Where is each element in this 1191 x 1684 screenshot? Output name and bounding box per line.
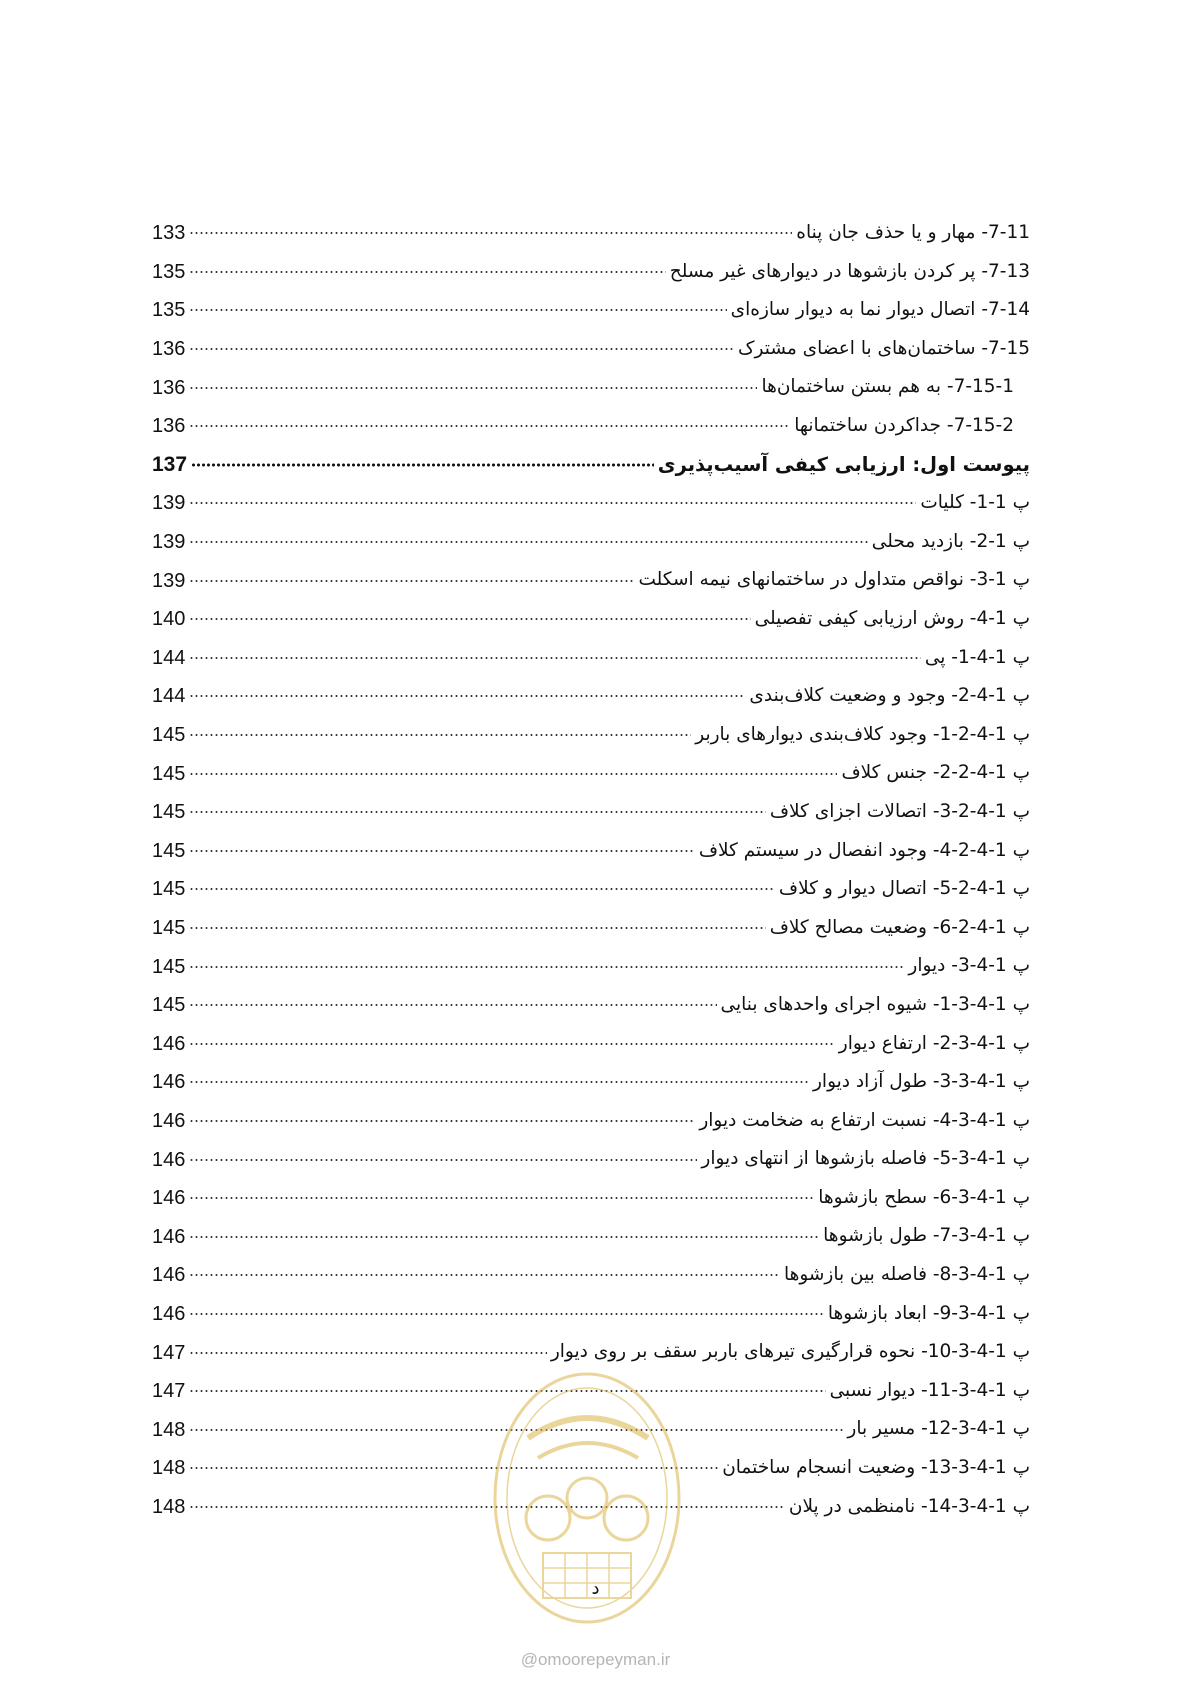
toc-entry [152, 639, 1030, 678]
dot-leader [189, 1193, 814, 1203]
page-number: د [591, 1578, 600, 1599]
toc-entry-page: 145 [152, 916, 186, 939]
toc-entry [152, 253, 1030, 292]
toc-entry [152, 291, 1030, 330]
toc-entry-page: 145 [152, 762, 186, 785]
toc-entry-page: 146 [152, 1109, 186, 1132]
toc-entry [152, 484, 1030, 523]
toc-entry-page: 148 [152, 1418, 186, 1441]
toc-entry-page: 146 [152, 1187, 186, 1210]
toc-entry-page: 139 [152, 569, 186, 592]
toc-entry-page: 145 [152, 878, 186, 901]
dot-leader [189, 576, 634, 586]
toc-entry [152, 1256, 1030, 1295]
toc-entry [152, 523, 1030, 562]
watermark-seal [488, 1368, 686, 1628]
toc-entry-title: پ 1-4-2- وجود و وضعیت کلاف‌بندی [749, 685, 1030, 707]
toc-entry-title: 7-11- مهار و یا حذف جان پناه [796, 222, 1030, 244]
toc-entry [152, 1179, 1030, 1218]
dot-leader [189, 344, 734, 354]
toc-entry [152, 561, 1030, 600]
toc-entry [152, 1140, 1030, 1179]
toc-entry-title: پ 1-4- روش ارزیابی کیفی تفصیلی [754, 607, 1030, 629]
toc-entry-title: پ 1-4-3- دیوار [908, 955, 1030, 977]
dot-leader [189, 421, 790, 431]
toc-entry-title: پ 1-4-3-3- طول آزاد دیوار [813, 1071, 1030, 1093]
toc-entry-page: 146 [152, 1148, 186, 1171]
toc-entry-title: پ 1-4-3-1- شیوه اجرای واحدهای بنایی [720, 993, 1030, 1015]
toc-entry-title: پ 1-4-3-11- دیوار نسبی [829, 1379, 1030, 1401]
toc-entry-page: 139 [152, 531, 186, 554]
dot-leader [189, 1348, 546, 1358]
toc-entry-page: 146 [152, 1225, 186, 1248]
toc-entry [152, 832, 1030, 871]
toc-entry-page: 145 [152, 801, 186, 824]
dot-leader [189, 1000, 716, 1010]
toc-entry-page: 146 [152, 1302, 186, 1325]
toc-entry-page: 136 [152, 338, 186, 361]
toc-entry-page: 139 [152, 492, 186, 515]
toc-entry-page: 133 [152, 222, 186, 245]
toc-entry [152, 716, 1030, 755]
toc-entry [152, 368, 1030, 407]
toc-entry [152, 600, 1030, 639]
toc-entry-title: 7-13- پر کردن بازشوها در دیوارهای غیر مسلح [669, 260, 1030, 282]
dot-leader [189, 228, 792, 238]
toc-entry-page: 135 [152, 260, 186, 283]
toc-entry [152, 1333, 1030, 1372]
toc-entry-title: پ 1-4-2-5- اتصال دیوار و کلاف [778, 878, 1030, 900]
toc-entry-title: پ 1-4-3-7- طول بازشوها [823, 1225, 1030, 1247]
watermark-url: @omoorepeyman.ir [520, 1650, 671, 1669]
dot-leader [189, 498, 916, 508]
table-of-contents [152, 214, 1030, 1526]
toc-entry-page: 145 [152, 955, 186, 978]
toc-entry-title: پ 1-4-2-2- جنس کلاف [841, 762, 1030, 784]
dot-leader [189, 1116, 695, 1126]
toc-entry-page: 145 [152, 839, 186, 862]
dot-leader [189, 691, 745, 701]
dot-leader [189, 769, 837, 779]
toc-entry [152, 947, 1030, 986]
toc-entry-page: 140 [152, 608, 186, 631]
toc-entry-page: 148 [152, 1457, 186, 1480]
toc-entry-page: 136 [152, 415, 186, 438]
dot-leader [189, 884, 775, 894]
toc-entry-page: 135 [152, 299, 186, 322]
dot-leader [189, 807, 765, 817]
toc-entry-page: 144 [152, 685, 186, 708]
toc-entry-title: پ 1-3- نواقص متداول در ساختمانهای نیمه اسکلت [638, 569, 1030, 591]
toc-entry-title: پ 1-2- بازدید محلی [871, 530, 1030, 552]
toc-entry-title: پ 1-4-3-12- مسیر بار [847, 1418, 1030, 1440]
dot-leader [189, 267, 665, 277]
toc-entry [152, 1063, 1030, 1102]
toc-entry [152, 1217, 1030, 1256]
toc-entry-title: پیوست اول: ارزیابی کیفی آسیب‌پذیری [657, 453, 1030, 477]
toc-entry [152, 330, 1030, 369]
dot-leader [189, 537, 867, 547]
toc-entry [152, 1295, 1030, 1334]
dot-leader [189, 1270, 780, 1280]
toc-entry-page: 146 [152, 1032, 186, 1055]
toc-entry [152, 407, 1030, 446]
toc-entry-page: 137 [152, 453, 188, 477]
dot-leader [189, 846, 694, 856]
toc-entry [152, 1102, 1030, 1141]
toc-entry [152, 870, 1030, 909]
toc-entry-title: پ 1-4-2-1- وجود کلاف‌بندی دیوارهای باربر [695, 723, 1030, 745]
toc-entry-title: 7-15-1- به هم بستن ساختمان‌ها [761, 376, 1014, 398]
dot-leader [189, 1232, 819, 1242]
toc-entry-title: پ 1-4-3-5- فاصله بازشوها از انتهای دیوار [701, 1148, 1030, 1170]
dot-leader [189, 614, 750, 624]
toc-entry-page: 146 [152, 1264, 186, 1287]
toc-entry [152, 1024, 1030, 1063]
dot-leader [189, 1077, 809, 1087]
toc-entry-title: پ 1-4-3-4- نسبت ارتفاع به ضخامت دیوار [699, 1109, 1030, 1131]
dot-leader [189, 1309, 823, 1319]
dot-leader [191, 460, 654, 470]
dot-leader [189, 653, 920, 663]
toc-entry-title: پ 1-4-1- پی [924, 646, 1030, 668]
toc-entry-title: پ 1-4-3-2- ارتفاع دیوار [838, 1032, 1030, 1054]
toc-entry-title: 7-15- ساختمان‌های با اعضای مشترک [737, 337, 1030, 359]
toc-entry-title: پ 1-4-3-10- نحوه قرارگیری تیرهای باربر سقف بر روی دیوار [550, 1341, 1030, 1363]
toc-entry [152, 909, 1030, 948]
dot-leader [189, 923, 765, 933]
toc-entry-title: پ 1-4-3-9- ابعاد بازشوها [827, 1302, 1030, 1324]
dot-leader [189, 305, 726, 315]
toc-entry-title: پ 1-4-2-4- وجود انفصال در سیستم کلاف [698, 839, 1030, 861]
dot-leader [189, 730, 691, 740]
dot-leader [189, 383, 757, 393]
toc-entry-title: پ 1-1- کلیات [920, 492, 1030, 514]
toc-entry-page: 147 [152, 1341, 186, 1364]
toc-entry [152, 754, 1030, 793]
toc-entry-page: 144 [152, 646, 186, 669]
toc-entry-page: 147 [152, 1380, 186, 1403]
toc-entry-page: 136 [152, 376, 186, 399]
toc-heading [152, 446, 1030, 485]
toc-entry-title: پ 1-4-3-13- وضعیت انسجام ساختمان [722, 1457, 1030, 1479]
toc-entry [152, 677, 1030, 716]
toc-entry-title: پ 1-4-2-3- اتصالات اجزای کلاف [769, 800, 1030, 822]
toc-entry-title: پ 1-4-3-6- سطح بازشوها [818, 1186, 1030, 1208]
toc-entry [152, 214, 1030, 253]
toc-entry-title: 7-14- اتصال دیوار نما به دیوار سازه‌ای [730, 299, 1030, 321]
toc-entry-title: پ 1-4-3-14- نامنظمی در پلان [788, 1495, 1030, 1517]
toc-entry-page: 148 [152, 1495, 186, 1518]
toc-entry-page: 145 [152, 994, 186, 1017]
dot-leader [189, 962, 904, 972]
toc-entry-title: پ 1-4-3-8- فاصله بین بازشوها [783, 1264, 1030, 1286]
dot-leader [189, 1155, 697, 1165]
toc-entry-title: پ 1-4-2-6- وضعیت مصالح کلاف [769, 916, 1030, 938]
toc-entry-title: 7-15-2- جداکردن ساختمانها [794, 415, 1014, 437]
toc-entry [152, 986, 1030, 1025]
toc-entry [152, 793, 1030, 832]
toc-entry-page: 146 [152, 1071, 186, 1094]
toc-entry-page: 145 [152, 724, 186, 747]
dot-leader [189, 1039, 834, 1049]
